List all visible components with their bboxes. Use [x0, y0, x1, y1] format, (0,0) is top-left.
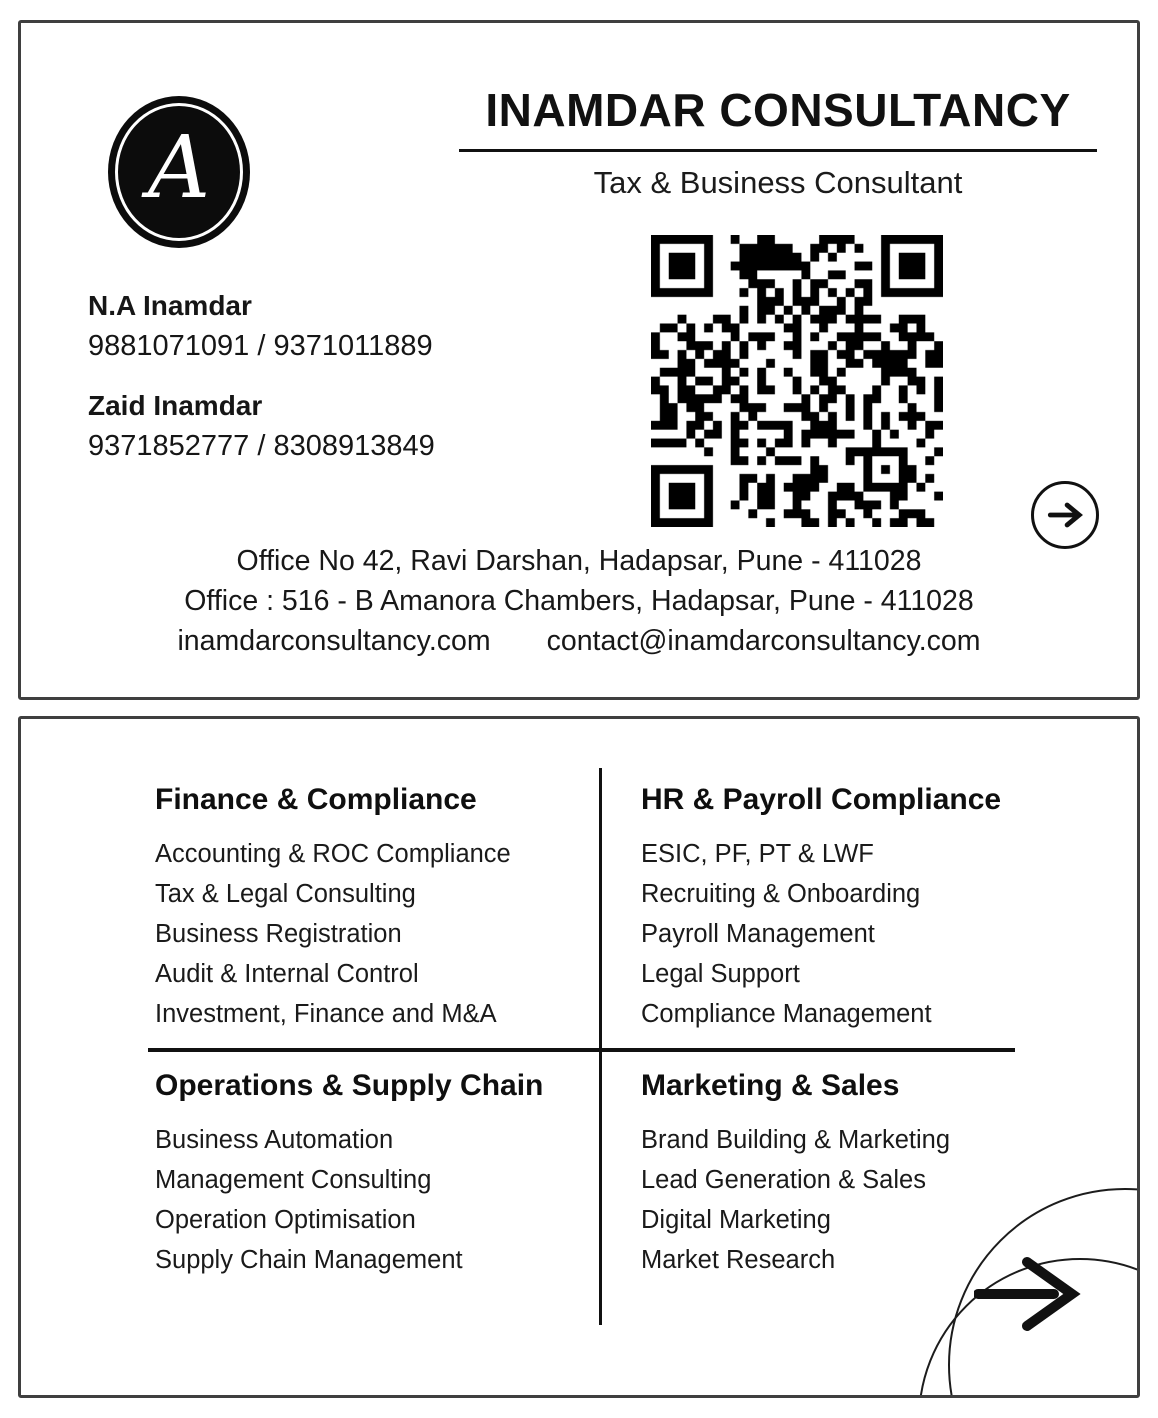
logo-ring	[115, 103, 243, 241]
quadrant-title: Operations & Supply Chain	[155, 1069, 544, 1102]
title-underline	[459, 149, 1097, 152]
contact-list	[88, 289, 435, 489]
service-item: ESIC, PF, PT & LWF	[641, 840, 874, 868]
service-item: Legal Support	[641, 960, 800, 988]
service-list	[641, 841, 1091, 1028]
company-name: INAMDAR CONSULTANCY	[485, 84, 1071, 136]
business-card-front	[18, 20, 1140, 700]
logo-monogram: A	[147, 118, 211, 218]
service-item: Operation Optimisation	[155, 1206, 416, 1234]
arrow-right-icon[interactable]	[974, 1253, 1082, 1335]
company-tagline: Tax & Business Consultant	[593, 165, 963, 200]
horizontal-divider	[148, 1048, 1015, 1052]
service-item: Compliance Management	[641, 1000, 932, 1028]
qr-code	[651, 235, 943, 527]
service-item: Brand Building & Marketing	[641, 1126, 951, 1154]
arrow-right-circle-icon[interactable]	[1031, 481, 1099, 549]
quadrant-title: Finance & Compliance	[155, 783, 477, 816]
service-list	[155, 1127, 605, 1274]
website-link[interactable]: inamdarconsultancy.com	[177, 625, 491, 657]
service-item: Digital Marketing	[641, 1206, 831, 1234]
web-line	[21, 621, 1137, 661]
service-item: Lead Generation & Sales	[641, 1166, 926, 1194]
services-quadrant-hr-payroll	[641, 783, 1091, 1041]
arrow-right-icon	[1044, 494, 1086, 536]
service-item: Tax & Legal Consulting	[155, 880, 416, 908]
service-item: Investment, Finance and M&A	[155, 1000, 497, 1028]
service-item: Supply Chain Management	[155, 1246, 463, 1274]
service-item: Management Consulting	[155, 1166, 432, 1194]
services-quadrant-finance	[155, 783, 605, 1041]
quadrant-title: Marketing & Sales	[641, 1069, 900, 1102]
contact-entry	[88, 389, 435, 463]
service-item: Business Registration	[155, 920, 402, 948]
contact-name: N.A Inamdar	[88, 290, 252, 321]
contact-name: Zaid Inamdar	[88, 390, 263, 421]
service-list	[641, 1127, 1091, 1274]
quadrant-title: HR & Payroll Compliance	[641, 783, 1002, 816]
company-logo	[108, 96, 250, 248]
email-link[interactable]: contact@inamdarconsultancy.com	[546, 625, 981, 657]
service-item: Accounting & ROC Compliance	[155, 840, 511, 868]
address-line: Office : 516 - B Amanora Chambers, Hadapsar, Pune - 411028	[184, 585, 974, 617]
service-item: Market Research	[641, 1246, 836, 1274]
business-card-back	[18, 716, 1140, 1398]
contact-phones[interactable]: 9881071091 / 9371011889	[88, 330, 433, 362]
contact-phones[interactable]: 9371852777 / 8308913849	[88, 430, 435, 462]
contact-entry	[88, 289, 435, 363]
service-item: Recruiting & Onboarding	[641, 880, 921, 908]
services-quadrant-operations	[155, 1069, 605, 1287]
service-item: Audit & Internal Control	[155, 960, 419, 988]
service-item: Payroll Management	[641, 920, 875, 948]
address-block	[21, 541, 1137, 661]
service-item: Business Automation	[155, 1126, 394, 1154]
masthead	[453, 83, 1103, 201]
service-list	[155, 841, 605, 1028]
address-line: Office No 42, Ravi Darshan, Hadapsar, Pune - 411028	[236, 545, 922, 577]
